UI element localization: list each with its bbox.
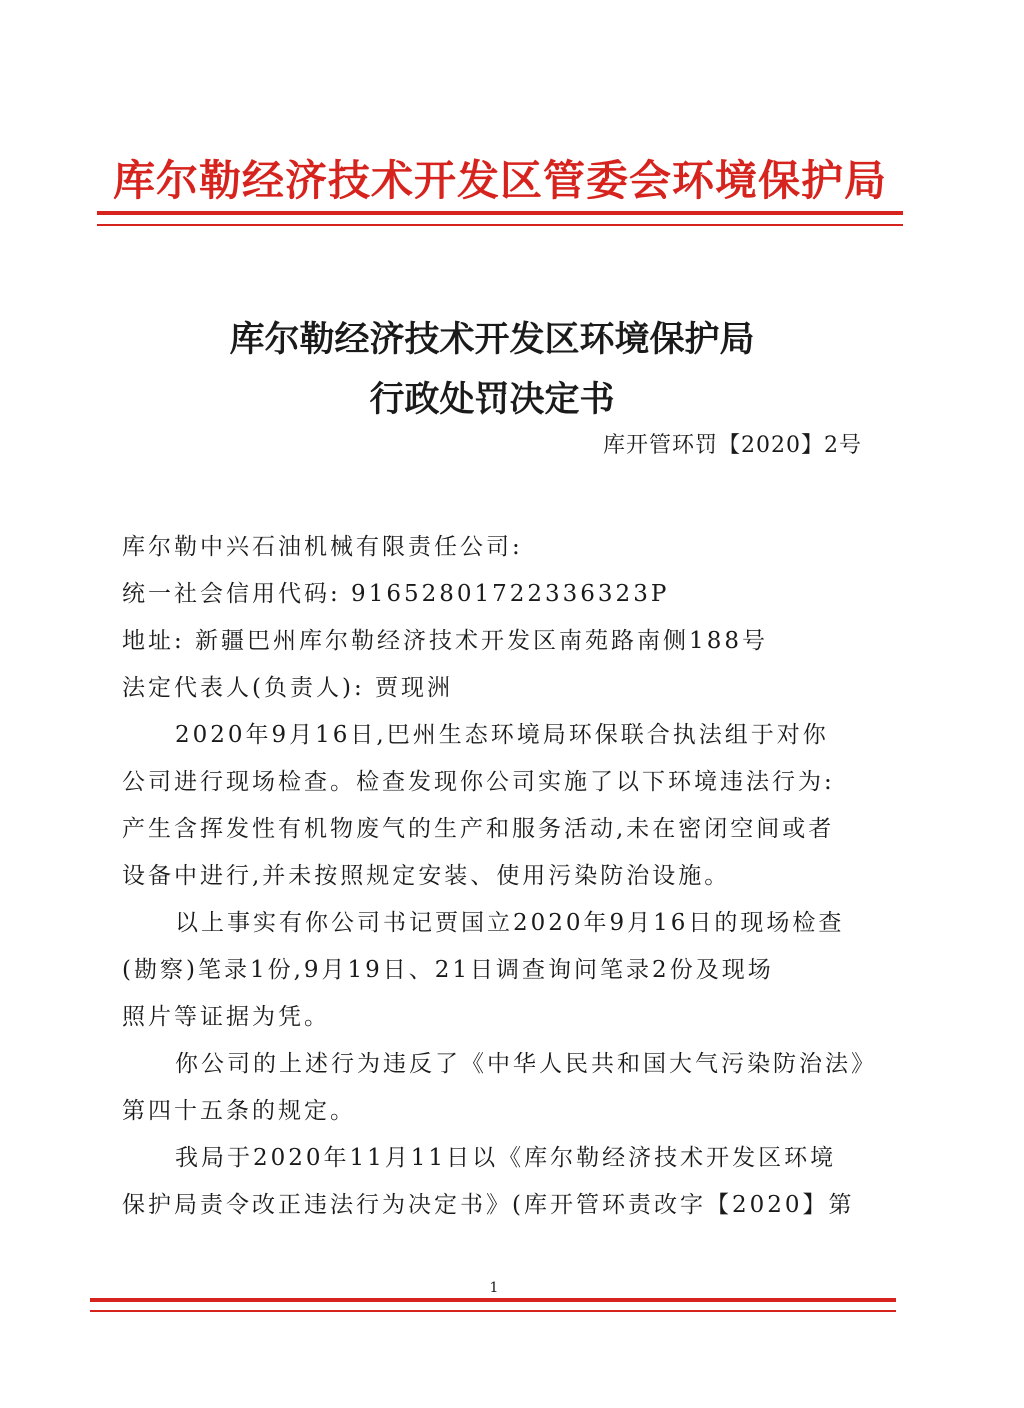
- body-line: 2020年9月16日,巴州生态环境局环保联合执法组于对你: [175, 722, 829, 748]
- page-number: 1: [489, 1280, 499, 1296]
- header-rule-thin: [97, 224, 903, 226]
- document-title-line1: 库尔勒经济技术开发区环境保护局: [229, 319, 755, 360]
- header-rule-thick: [97, 211, 903, 215]
- footer-rule-thick: [90, 1298, 896, 1302]
- document-title-line2: 行政处罚决定书: [369, 379, 615, 420]
- document-number: 库开管环罚【2020】2号: [603, 433, 862, 458]
- party-credit-code: 统一社会信用代码: 91652801722336323P: [122, 581, 670, 607]
- body-line: 第四十五条的规定。: [122, 1098, 356, 1124]
- footer-rule-thin: [90, 1310, 896, 1312]
- party-address: 地址: 新疆巴州库尔勒经济技术开发区南苑路南侧188号: [122, 628, 768, 654]
- agency-header: 库尔勒经济技术开发区管委会环境保护局: [112, 156, 887, 205]
- body-line: 产生含挥发性有机物废气的生产和服务活动,未在密闭空间或者: [122, 816, 835, 842]
- party-representative: 法定代表人(负责人): 贾现洲: [122, 675, 454, 701]
- body-line: 公司进行现场检查。检查发现你公司实施了以下环境违法行为:: [122, 769, 835, 795]
- body-line: 照片等证据为凭。: [122, 1004, 330, 1030]
- body-line: 以上事实有你公司书记贾国立2020年9月16日的现场检查: [175, 910, 845, 936]
- party-name: 库尔勒中兴石油机械有限责任公司:: [122, 534, 523, 560]
- body-line: (勘察)笔录1份,9月19日、21日调查询问笔录2份及现场: [122, 957, 774, 983]
- body-line: 保护局责令改正违法行为决定书》(库开管环责改字【2020】第: [122, 1192, 855, 1218]
- body-line: 设备中进行,并未按照规定安装、使用污染防治设施。: [122, 863, 731, 889]
- body-line: 你公司的上述行为违反了《中华人民共和国大气污染防治法》: [175, 1051, 877, 1077]
- body-line: 我局于2020年11月11日以《库尔勒经济技术开发区环境: [175, 1145, 837, 1171]
